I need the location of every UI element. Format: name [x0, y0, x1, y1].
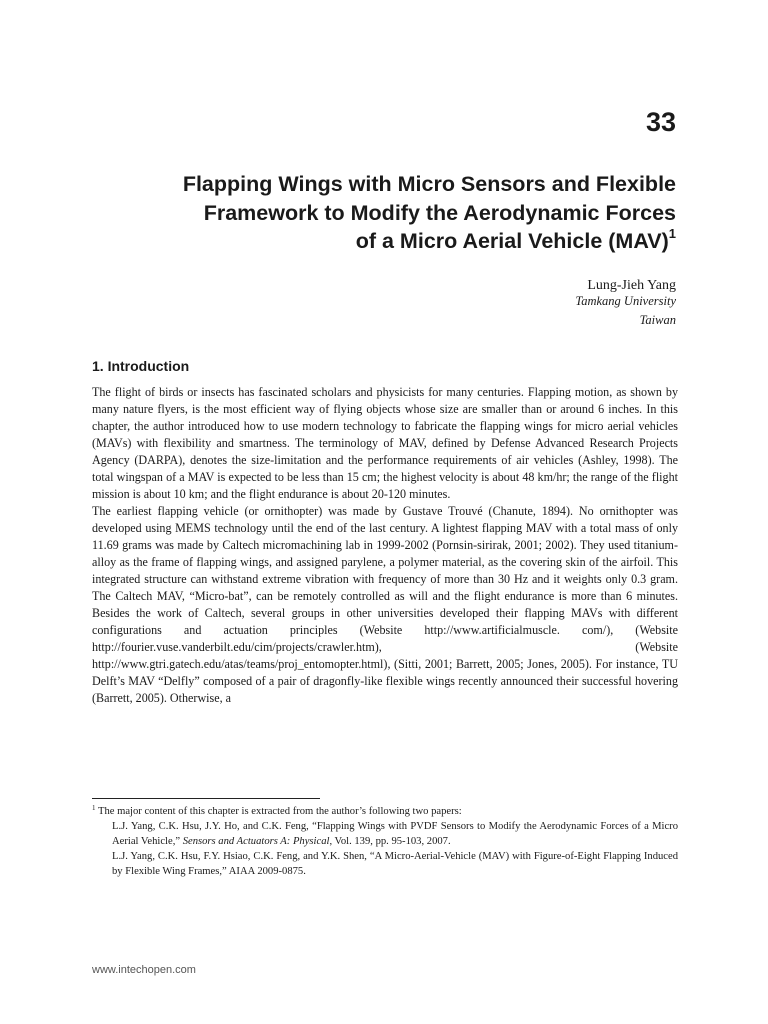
title-line-1: Flapping Wings with Micro Sensors and Flexible [182, 172, 676, 196]
chapter-title [56, 170, 676, 256]
footer-url[interactable]: www.intechopen.com [92, 964, 196, 976]
footnote-intro [92, 804, 678, 819]
author-country: Taiwan [639, 313, 676, 327]
title-footnote-marker: 1 [668, 226, 676, 241]
footnote-divider [92, 798, 320, 799]
ref1-journal: Sensors and Actuators A: Physical [182, 836, 330, 847]
footnote-reference-1 [92, 819, 678, 849]
author-name: Lung-Jieh Yang [587, 278, 676, 293]
ref1-authors-title: L.J. Yang, C.K. Hsu, J.Y. Ho, and C.K. Feng, “Flapping Wings with PVDF Sensors to Modify the Aerodynamic Forces of a Micro Aerial Vehicle,” [112, 821, 678, 847]
title-line-3: of a Micro Aerial Vehicle (MAV) [355, 229, 669, 253]
footnote [92, 804, 678, 879]
section-heading: 1. Introduction [92, 358, 190, 374]
title-line-2: Framework to Modify the Aerodynamic Forces [203, 200, 676, 225]
body-text [92, 384, 678, 707]
ref1-volume: , Vol. 139, pp. 95-103, 2007. [329, 836, 451, 847]
footnote-reference-2: L.J. Yang, C.K. Hsu, F.Y. Hsiao, C.K. Feng, and Y.K. Shen, “A Micro-Aerial-Vehicle (MAV) with Figure-of-Eight Flapping Induced by Flexible Wing Frames,” AIAA 2009-0875. [112, 851, 678, 877]
footnote-marker: 1 [92, 804, 96, 812]
footnote-intro-text: The major content of this chapter is extracted from the author’s following two papers: [97, 806, 462, 817]
author-affiliation: Tamkang University [575, 294, 676, 308]
chapter-number: 33 [645, 107, 676, 137]
paragraph-1: The flight of birds or insects has fascinated scholars and physicists for many centuries. Flapping motion, as shown by many nature flyers, is the most efficient way of flying objects whose size are smaller than or around 6 inches. In this chapter, the author introduced how to use modern technology to fabricate the flapping wings for micro aerial vehicles (MAVs) with flexibility and smartness. The terminology of MAV, defined by Defense Advanced Research Projects Agency (DARPA), denotes the size-limitation and the performance requirements of air vehicles (Ashley, 1998). The total wingspan of a MAV is expected to be less than 15 cm; the highest velocity is about 48 km/hr; the range of the flight mission is about 10 km; and the flight endurance is about 20-120 minutes. [92, 385, 678, 501]
paragraph-2: The earliest flapping vehicle (or ornithopter) was made by Gustave Trouvé (Chanute, 1894). No ornithopter was developed using MEMS technology until the end of the last century. A lightest flapping MAV with a total mass of only 11.69 grams was made by Caltech micromachining lab in 1999-2002 (Pornsin-sirirak, 2001; 2002). They used titanium-alloy as the frame of flapping wings, and assigned parylene, a polymer material, as the covering skin of the airfoil. This integrated structure can withstand extreme vibration with frequency of more than 30 Hz and it weights only 0.3 gram. The Caltech MAV, “Micro-bat”, can be remotely controlled as will and the flight endurance is more than 6 minutes. Besides the work of Caltech, several groups in other universities developed their flapping MAVs with different configurations and actuation principles (Website http://www.artificialmuscle. com/), (Website http://fourier.vuse.vanderbilt.edu/cim/projects/crawler.htm), (Website http://www.gtri.gatech.edu/atas/teams/proj_entomopter.html), (Sitti, 2001; Barrett, 2005; Jones, 2005). For instance, TU Delft’s MAV “Delfly” composed of a pair of dragonfly-like flexible wings recently announced their successful hovering (Barrett, 2005). Otherwise, a [92, 504, 678, 705]
